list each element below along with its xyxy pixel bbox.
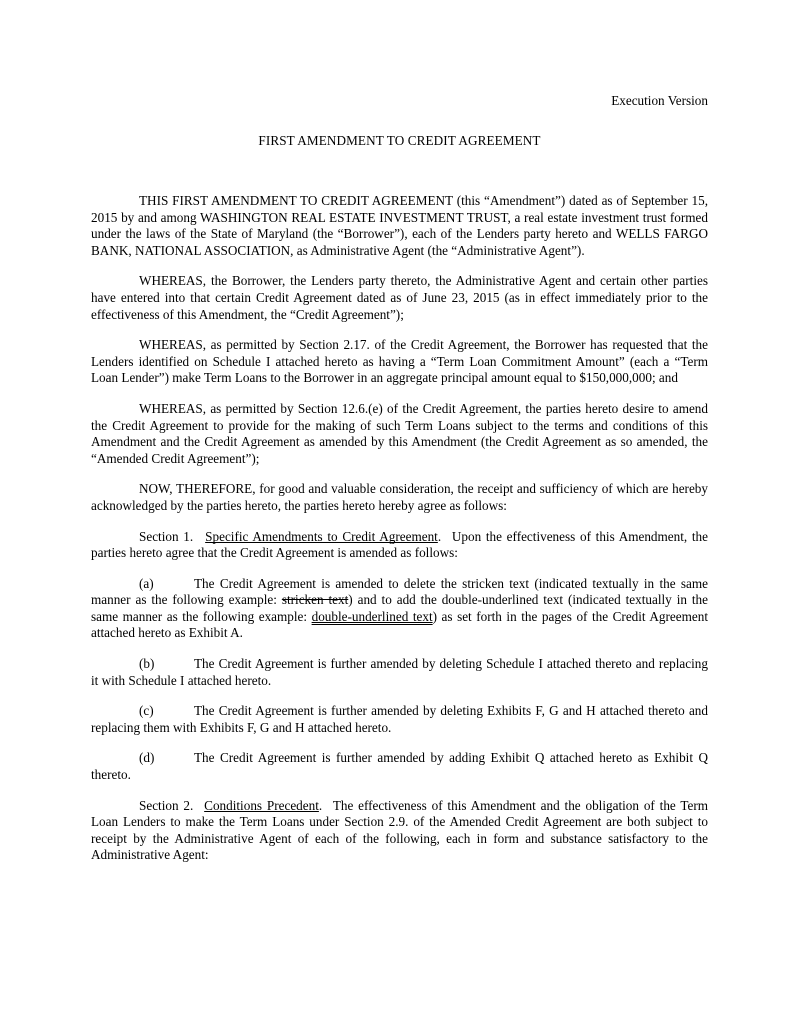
section-2-text: The effectiveness of this Amendment and the obligation of the Term Loan Lenders to make the Term Loans under Section 2.9. of the Amended Credit Agreement are both subject to receipt by the Administrative Agent of each of the following, each in form and substance satisfactory to the Administrative Agent: [91,797,709,863]
stricken-text-example: stricken text [281,592,349,608]
section-2-heading-period: . [318,797,323,813]
section-2-heading: Conditions Precedent [204,797,319,813]
item-c-text: The Credit Agreement is further amended by deleting Exhibits F, G and H attached thereto and replacing them with Exhibits F, G and H attached hereto. [91,703,708,735]
section-2-paragraph [91,798,708,864]
paragraph-whereas-1: WHEREAS, the Borrower, the Lenders party thereto, the Administrative Agent and certain other parties have entered into that certain Credit Agreement dated as of June 23, 2015 (as in effect immediately prior to the effectiveness of this Amendment, the “Credit Agreement”); [91,273,708,322]
item-a-text-3: ) as set forth in the pages of the Credit Agreement attached hereto as Exhibit A. [91,608,708,641]
section-1-item-a [91,576,708,642]
item-a-text-1: The Credit Agreement is amended to delete the stricken text (indicated textually in the same manner as the following example: [91,575,708,608]
section-1-number: Section 1. [139,528,194,544]
section-1-item-d [91,750,708,783]
execution-version-header: Execution Version [611,93,708,108]
section-1-item-c [91,703,708,736]
item-label-b: (b) [139,656,155,672]
item-d-text: The Credit Agreement is further amended by adding Exhibit Q attached hereto as Exhibit Q thereto. [91,750,708,783]
item-label-a: (a) [139,575,154,591]
paragraph-preamble: THIS FIRST AMENDMENT TO CREDIT AGREEMENT (this “Amendment”) dated as of September 15, 2015 by and among WASHINGTON REAL ESTATE INVESTMENT TRUST, a real estate investment trust formed under the laws of the State of Maryland (the “Borrower”), each of the Lenders party hereto and WELLS FARGO BANK, NATIONAL ASSOCIATION, as Administrative Agent (the “Administrative Agent”). [91,193,708,258]
item-label-c: (c) [139,703,154,719]
section-2-number: Section 2. [139,797,194,813]
item-label-d: (d) [139,750,155,766]
paragraph-whereas-3: WHEREAS, as permitted by Section 12.6.(e) of the Credit Agreement, the parties hereto desire to amend the Credit Agreement to provide for the making of such Term Loans subject to the terms and conditions of this Amendment and the Credit Agreement as amended by this Amendment (the Credit Agreement as so amended, the “Amended Credit Agreement”); [91,400,708,466]
paragraph-whereas-2: WHEREAS, as permitted by Section 2.17. of the Credit Agreement, the Borrower has requested that the Lenders identified on Schedule I attached hereto as having a “Term Loan Commitment Amount” (each a “Term Loan Lender”) make Term Loans to the Borrower in an aggregate principal amount equal to $150,000,000; and [91,337,708,386]
section-1-heading-period: . [437,528,442,544]
double-underlined-text-example: double-underlined text [311,608,433,624]
document-content [91,93,708,864]
item-b-text: The Credit Agreement is further amended by deleting Schedule I attached thereto and replacing it with Schedule I attached hereto. [91,656,708,688]
item-a-text-2: ) and to add the double-underlined text (indicated textually in the same manner as the following example: [91,592,708,624]
section-1-paragraph [91,529,708,562]
section-1-item-b [91,656,708,689]
section-1-heading: Specific Amendments to Credit Agreement [205,528,438,544]
paragraph-now-therefore: NOW, THEREFORE, for good and valuable consideration, the receipt and sufficiency of which are hereby acknowledged by the parties hereto, the parties hereto hereby agree as follows: [91,481,708,513]
section-1-intro: Upon the effectiveness of this Amendment, the parties hereto agree that the Credit Agreement is amended as follows: [91,528,708,561]
page-title: FIRST AMENDMENT TO CREDIT AGREEMENT [258,133,541,148]
